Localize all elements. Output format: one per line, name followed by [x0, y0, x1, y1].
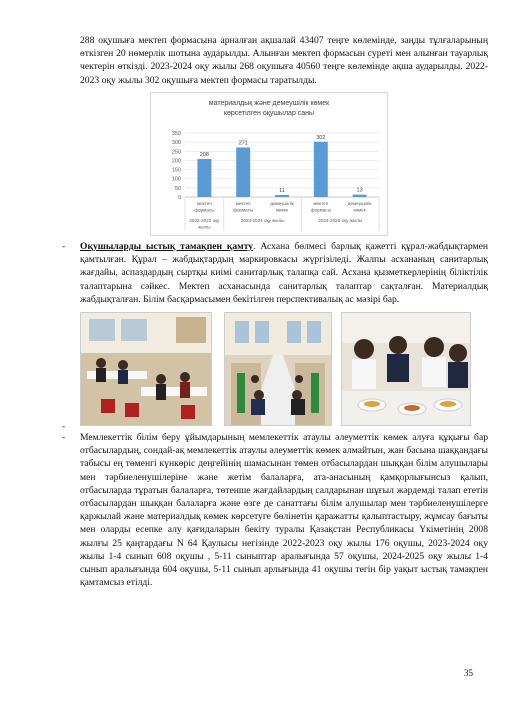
category-label: көмек — [353, 207, 366, 213]
y-tick-label: 300 — [171, 140, 181, 147]
canteen-photo-3 — [341, 312, 471, 426]
y-tick-label: 250 — [171, 149, 181, 156]
group-label: 2022-2023 оқу — [189, 218, 220, 223]
bar — [197, 159, 211, 197]
bar — [275, 195, 289, 197]
bullet-dash: - — [62, 432, 66, 443]
category-label: формасы — [310, 207, 331, 213]
canteen-photo-2 — [224, 312, 332, 426]
data-label: 11 — [279, 187, 285, 194]
data-label: 271 — [238, 140, 248, 147]
paragraph-school-uniform: 288 оқушыға мектеп формасына арналған ақшалай 43407 теңге көлемінде, заңды тұлғаларының өткізген 20 нөмерлік шотына аударылды. Алынған мектеп формасын суреті мен алынған тауарлық чектерін өткізді. 2023-2024 оқу жылы 268 оқушыға 40560 теңге көлемінде ақша аударылды. 2022-2023 оқу жылы 302 оқушыға мектеп формасы таратылды. — [80, 35, 488, 86]
category-label: формасы — [233, 207, 254, 213]
bullet-dash: - — [62, 241, 66, 252]
group-label: 2024-2025 оқу жылы — [318, 218, 363, 223]
y-tick-label: 200 — [171, 158, 181, 165]
y-tick-label: 50 — [174, 185, 181, 192]
category-label: демеушілік — [270, 201, 294, 206]
category-label: мектеп — [313, 201, 329, 206]
y-tick-label: 150 — [171, 167, 181, 174]
y-tick-label: 100 — [171, 176, 181, 183]
bar — [314, 142, 328, 197]
data-label: 208 — [199, 151, 209, 158]
group-label: 2023-2024 оқу жылы — [240, 218, 285, 223]
hot-meals-text: . Асхана бөлмесі барлық қажетті құрал-жабдықтармен қамтылған. Құрал – жабдықтардың маркировкасы жүргізіледі. Жалпы асхананың санитарлық жағдайы, аспаздардың сыртқы киімі санитарлық талапқа сай. Асхана қызметкерлерінің біліктілік талаптарына сәйкес. Мектеп асханасында санитарлық талаптар сақталған. Материалдық жабдықталған. Білім басқармасымен бекітілген перспективалық ас мәзірі бар. — [80, 241, 489, 305]
data-label: 13 — [356, 187, 363, 194]
aid-chart — [150, 92, 388, 236]
category-label: мектеп — [196, 201, 212, 206]
chart-title-line2: көрсетілген оқушылар саны — [223, 110, 315, 117]
bar — [353, 195, 367, 197]
bullet-dash: - — [62, 421, 66, 432]
group-label: жылы — [198, 224, 211, 230]
data-label: 302 — [316, 134, 326, 141]
category-label: формасы — [194, 207, 215, 213]
category-label: мектеп — [235, 201, 251, 206]
y-tick-label: 0 — [177, 195, 181, 201]
chart-plot — [151, 93, 387, 235]
y-tick-label: 350 — [171, 131, 181, 137]
canteen-photo-1 — [80, 312, 212, 426]
chart-title-line1: материалдық және демеушілік көмек — [208, 100, 330, 107]
paragraph-social-aid: Мемлекеттік білім беру ұйымдарының мемлекеттік атаулы әлеуметтік көмек алуға құқығы бар отбасылардың, сондай-ақ мемлекеттік атаулы әлеуметтік көмек алмайтын, жан басына шаққандағы табысы ең төменгі күнкөріс деңгейінің шамасынан төмен отбасылардан шыққан білім алушылары мен тәрбиеленушілеріне және жетім балаларға, ата-анасының қамқорлығынсыз қалып, отбасыларда тұратын балаларға, төтенше жағдайлардың салдарынан шұғыл жәрдемді талап ететін отбасылардан шыққан балаларға және өзге де санаттағы білім алушылар мен тәрбиеленушілерге қаржылай және материалдық көмек көрсетуге бөлінетін қаражатты қалыптастыру, жұмсау бағыты мен оларды есепке алу қағидаларын бекіту туралы Қазақстан Республикасы Үкіметінің 2008 жылғы 25 қаңтардағы N 64 Қаулысы негізінде 2022-2023 оқу жылы 176 оқушы, 2023-2024 оқу жылы 1-4 сынып 608 оқушы , 5-11 сыныптар аралығында 57 оқушы, 2024-2025 оқу жылы 1-4 сынып аралығында 604 оқушы, 5-11 сынып арлығында 41 оқушы тегін бір уақыт ыстық тамақпен қамтамсыз етілді. — [80, 432, 488, 589]
page-number: 35 — [464, 668, 473, 678]
bar — [236, 147, 250, 197]
category-label: демеушілік — [347, 201, 372, 206]
hot-meals-heading: Оқушыларды ыстық тамақпен қамту — [80, 241, 254, 252]
paragraph-hot-meals — [80, 240, 488, 306]
category-label: көмек — [275, 207, 289, 213]
